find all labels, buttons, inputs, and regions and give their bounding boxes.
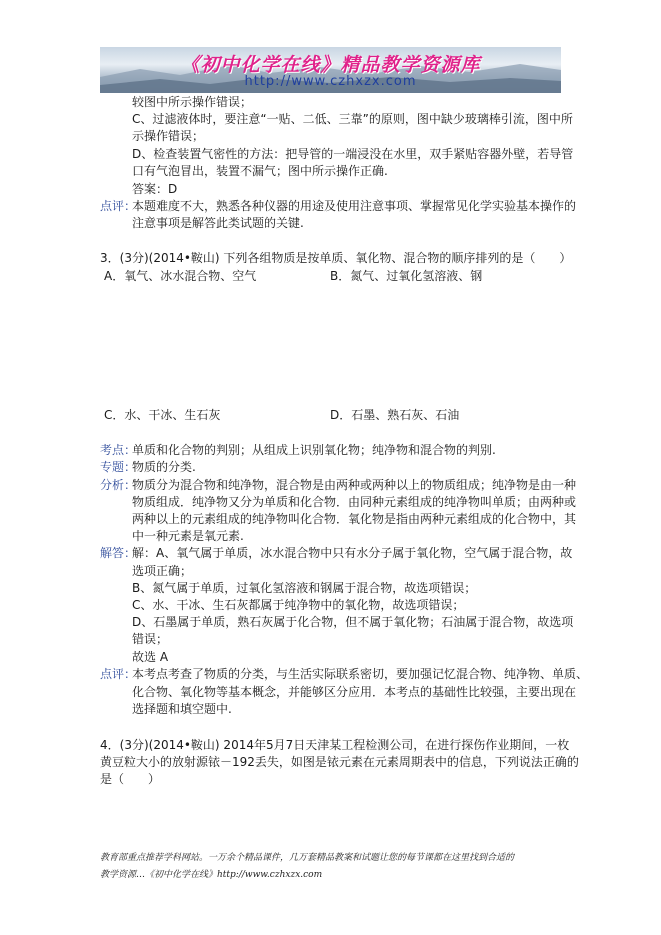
q2-comment-2: 注意事项是解答此类试题的关键. bbox=[132, 216, 304, 230]
q3-option-c: C．水、干冰、生石灰 bbox=[104, 408, 221, 422]
q3-jieda-1: 解：A、氧气属于单质，冰水混合物中只有水分子属于氧化物，空气属于混合物，故 bbox=[132, 546, 573, 560]
q3-zhuanti: 物质的分类. bbox=[132, 460, 196, 474]
q2-line-3: 示操作错误； bbox=[132, 129, 205, 143]
q3-fenxi-1: 物质分为混合物和纯净物，混合物是由两种或两种以上的物质组成；纯净物是由一种 bbox=[132, 478, 577, 492]
q2-answer: 答案：D bbox=[132, 182, 178, 196]
q2-line-2: C、过滤液体时，要注意“一贴、二低、三靠”的原则，图中缺少玻璃棒引流，图中所 bbox=[132, 112, 573, 126]
q3-dianping-label: 点评： bbox=[100, 667, 137, 681]
q3-jieda-6: 错误； bbox=[132, 632, 169, 646]
q3-jieda-3: B、氮气属于单质，过氧化氢溶液和钢属于混合物，故选项错误； bbox=[132, 581, 477, 595]
q3-jieda-label: 解答： bbox=[100, 546, 137, 560]
q2-comment-1: 本题难度不大，熟悉各种仪器的用途及使用注意事项、掌握常见化学实验基本操作的 bbox=[132, 199, 577, 213]
q2-line-5: 口有气泡冒出，装置不漏气；图中所示操作正确. bbox=[132, 164, 388, 178]
q3-option-a: A．氧气、冰水混合物、空气 bbox=[104, 269, 257, 283]
q3-fenxi-label: 分析： bbox=[100, 478, 137, 492]
q3-dianping-1: 本考点考查了物质的分类，与生活实际联系密切，要加强记忆混合物、纯净物、单质、 bbox=[132, 667, 589, 681]
footer-line-2: 教学资源…《初中化学在线》http://www.czhxzx.com bbox=[100, 870, 323, 880]
q3-zhuanti-label: 专题： bbox=[100, 460, 137, 474]
q3-jieda-5: D、石墨属于单质，熟石灰属于化合物，但不属于氧化物；石油属于混合物，故选项 bbox=[132, 615, 574, 629]
q3-option-d: D．石墨、熟石灰、石油 bbox=[330, 408, 460, 422]
q2-line-1: 较图中所示操作错误； bbox=[132, 95, 253, 109]
q3-kaodian-label: 考点： bbox=[100, 443, 137, 457]
q4-line-2: 黄豆粒大小的放射源铱－192丢失，如图是铱元素在元素周期表中的信息，下列说法正确的 bbox=[100, 755, 579, 769]
banner-title: 《初中化学在线》精品教学资源库 bbox=[180, 54, 481, 76]
banner-url[interactable]: http://www.czhxzx.com bbox=[244, 74, 417, 89]
q3-fenxi-3: 两种以上的元素组成的纯净物叫化合物．氧化物是指由两种元素组成的化合物中，其 bbox=[132, 512, 577, 526]
q3-fenxi-4: 中一种元素是氧元素. bbox=[132, 529, 244, 543]
header-banner bbox=[100, 47, 561, 93]
q3-stem: 3．(3分)(2014•鞍山) 下列各组物质是按单质、氧化物、混合物的顺序排列的是（ ） bbox=[100, 251, 572, 265]
q3-dianping-3: 选择题和填空题中. bbox=[132, 702, 232, 716]
q3-jieda-4: C、水、干冰、生石灰都属于纯净物中的氧化物，故选项错误； bbox=[132, 598, 465, 612]
q2-comment-label: 点评： bbox=[100, 199, 137, 213]
footer-line-1: 教育部重点推荐学科网站。一万余个精品课件，几万套精品教案和试题让您的每节课都在这里找到合适的 bbox=[100, 853, 515, 863]
q4-line-3: 是（ ） bbox=[100, 772, 161, 786]
q3-option-b: B．氮气、过氧化氢溶液、钢 bbox=[330, 269, 483, 283]
q3-jieda-7: 故选 A bbox=[132, 650, 169, 664]
q3-fenxi-2: 物质组成．纯净物又分为单质和化合物．由同种元素组成的纯净物叫单质；由两种或 bbox=[132, 495, 577, 509]
q3-kaodian: 单质和化合物的判别；从组成上识别氧化物；纯净物和混合物的判别. bbox=[132, 443, 496, 457]
q2-line-4: D、检查装置气密性的方法：把导管的一端浸没在水里，双手紧贴容器外壁，若导管 bbox=[132, 147, 574, 161]
q4-line-1: 4．(3分)(2014•鞍山) 2014年5月7日天津某工程检测公司，在进行探伤作业期间，一枚 bbox=[100, 738, 570, 752]
q3-dianping-2: 化合物、氧化物等基本概念，并能够区分应用．本考点的基础性比较强，主要出现在 bbox=[132, 685, 577, 699]
q3-jieda-2: 选项正确； bbox=[132, 564, 193, 578]
